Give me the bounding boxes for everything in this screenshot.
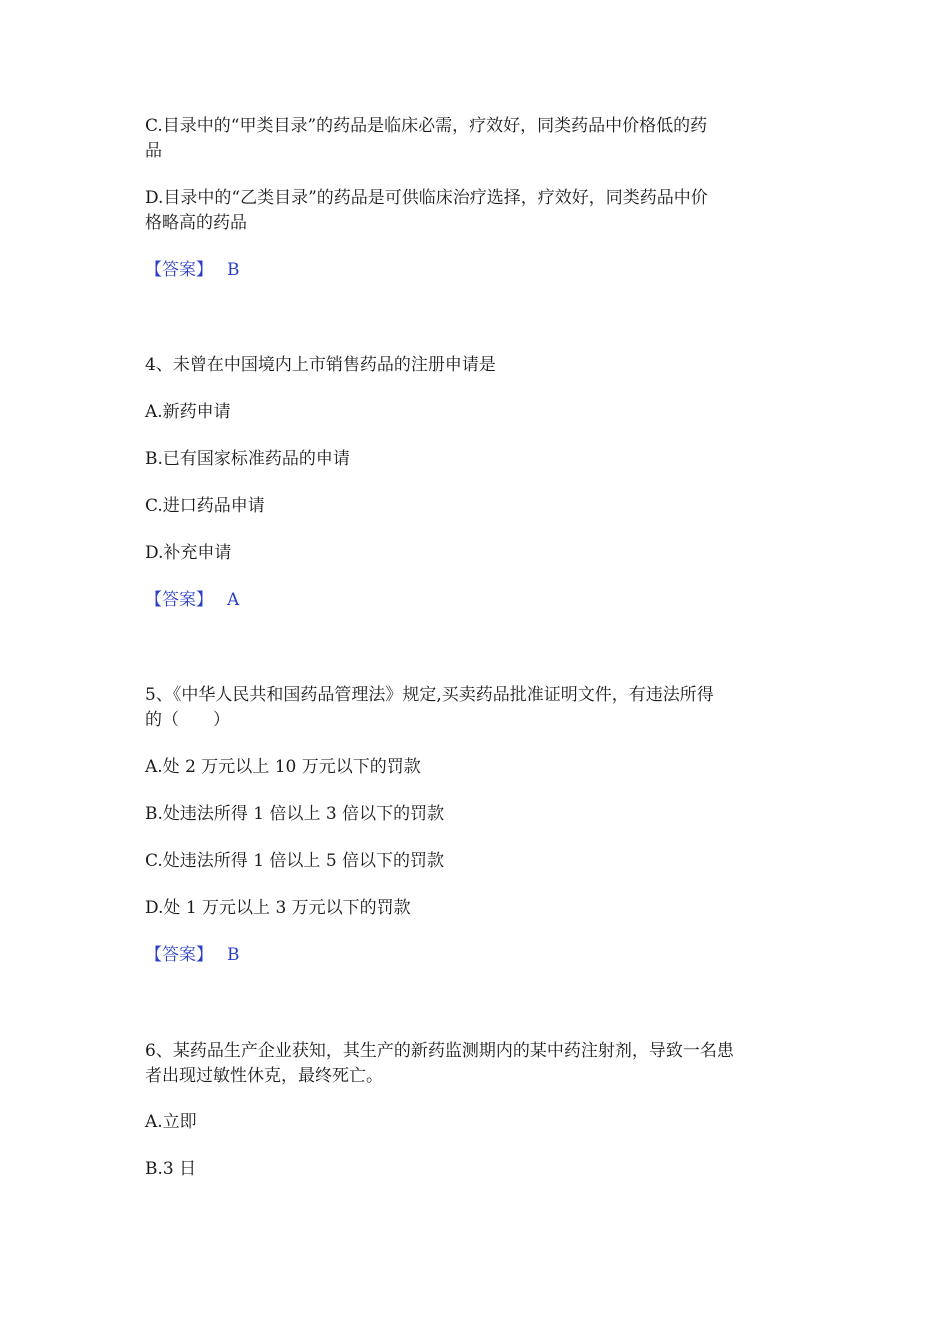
q4-answer-tag: 【答案】 xyxy=(145,590,213,610)
q4-option-a: A.新药申请 xyxy=(145,402,231,422)
q5-option-a: A.处 2 万元以上 10 万元以下的罚款 xyxy=(145,757,421,777)
q5-question-line1: 5、《中华人民共和国药品管理法》规定,买卖药品批准证明文件，有违法所得 xyxy=(145,685,714,705)
q6-question-line1: 6、某药品生产企业获知，其生产的新药监测期内的某中药注射剂，导致一名患 xyxy=(145,1041,734,1061)
q3-answer-value: B xyxy=(227,260,240,280)
q4-option-d: D.补充申请 xyxy=(145,543,232,563)
q4-answer-value: A xyxy=(227,590,240,610)
q4-answer xyxy=(145,588,815,613)
q3-answer xyxy=(145,258,815,283)
q5-answer xyxy=(145,943,815,968)
q6-option-a: A.立即 xyxy=(145,1112,197,1132)
q5-option-b: B.处违法所得 1 倍以上 3 倍以下的罚款 xyxy=(145,804,445,824)
q3-answer-tag: 【答案】 xyxy=(145,260,213,280)
q5-answer-value: B xyxy=(227,945,240,965)
q3-option-d-line2: 格略高的药品 xyxy=(145,213,247,233)
q4-option-b: B.已有国家标准药品的申请 xyxy=(145,449,350,469)
q4-question: 4、未曾在中国境内上市销售药品的注册申请是 xyxy=(145,355,496,375)
q5-option-d: D.处 1 万元以上 3 万元以下的罚款 xyxy=(145,898,411,918)
q6-option-b: B.3 日 xyxy=(145,1159,197,1179)
q6-question-line2: 者出现过敏性休克，最终死亡。 xyxy=(145,1066,383,1086)
q3-option-c-line2: 品 xyxy=(145,141,162,161)
q5-answer-tag: 【答案】 xyxy=(145,945,213,965)
q3-option-d-line1: D.目录中的“乙类目录”的药品是可供临床治疗选择，疗效好，同类药品中价 xyxy=(145,188,708,208)
q5-option-c: C.处违法所得 1 倍以上 5 倍以下的罚款 xyxy=(145,851,445,871)
q5-question-line2: 的（ ） xyxy=(145,710,230,730)
q4-option-c: C.进口药品申请 xyxy=(145,496,265,516)
q3-option-c-line1: C.目录中的“甲类目录”的药品是临床必需，疗效好，同类药品中价格低的药 xyxy=(145,116,708,136)
